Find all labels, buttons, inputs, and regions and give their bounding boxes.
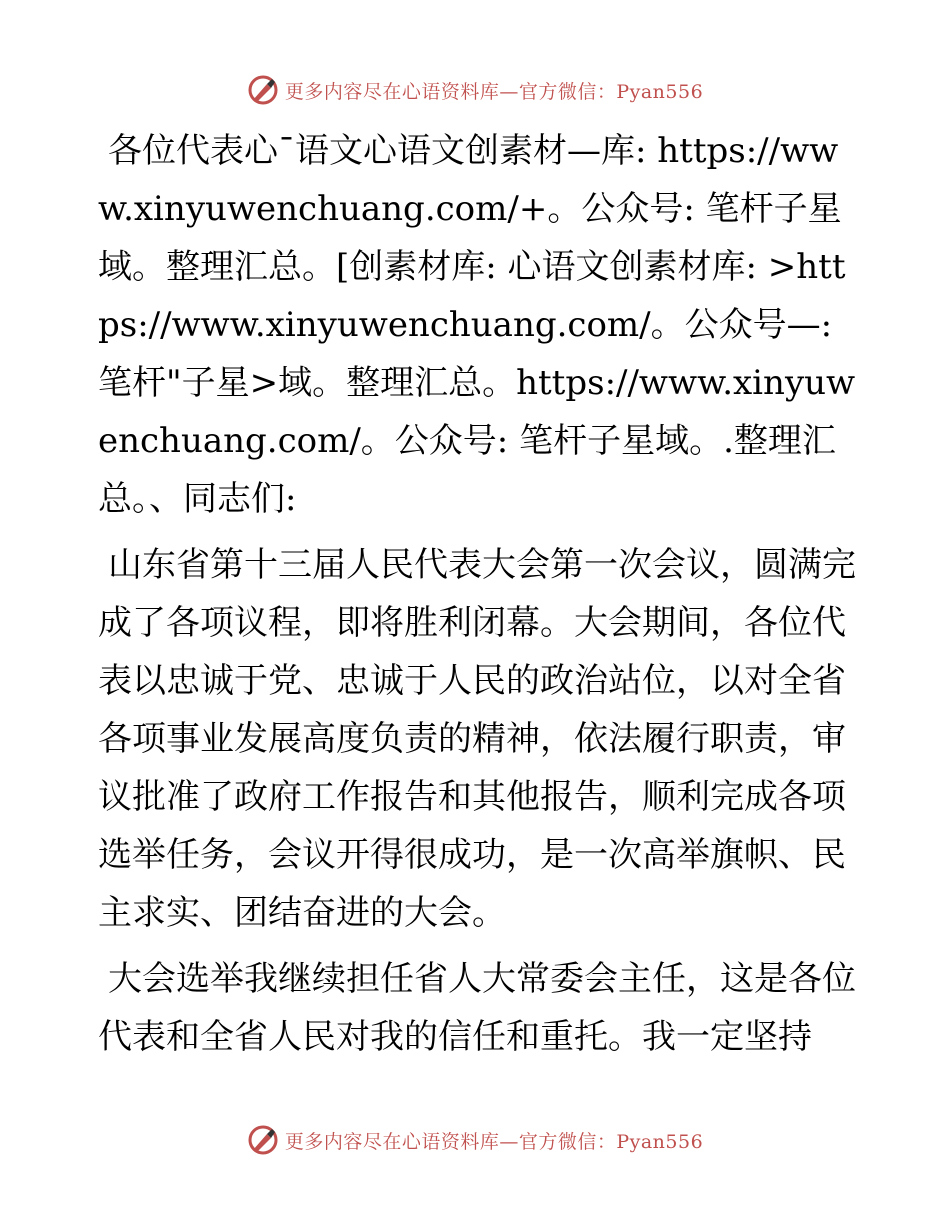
- wechat-id: Pyan556: [616, 80, 704, 103]
- pen-logo-icon: [247, 1124, 279, 1156]
- banner-text: 更多内容尽在心语资料库—官方微信：Pyan556: [284, 80, 704, 103]
- wechat-id: Pyan556: [616, 1130, 704, 1153]
- footer-watermark-banner: [0, 1120, 950, 1160]
- document-body: [98, 122, 858, 1074]
- header-watermark-banner: [0, 70, 950, 110]
- paragraph-session: 山东省第十三届人民代表大会第一次会议，圆满完成了各项议程，即将胜利闭幕。大会期间，各位代表以忠诚于党、忠诚于人民的政治站位，以对全省各项事业发展高度负责的精神，依法履行职责，审议批准了政府工作报告和其他报告，顺利完成各项选举任务，会议开得很成功，是一次高举旗帜、民主求实、团结奋进的大会。: [98, 545, 856, 933]
- paragraph-intro: 各位代表心¯语文心语文创素材—库: https://www.xinyuwenchuang.com/+。公众号: 笔杆子星域。整理汇总。[创素材库: 心语文创素材库: >https://www.xinyuwenchuang.com/。公众号—: 笔杆"子星>域。整理汇总。https://www.xinyuwenchuang.com/。公众号: 笔杆子星域。.整理汇总。、同志们:: [98, 131, 856, 519]
- banner-text: 更多内容尽在心语资料库—官方微信：Pyan556: [284, 1130, 704, 1153]
- pen-logo-icon: [247, 74, 279, 106]
- paragraph-election: 大会选举我继续担任省人大常委会主任，这是各位代表和全省人民对我的信任和重托。我一定坚持: [98, 959, 856, 1057]
